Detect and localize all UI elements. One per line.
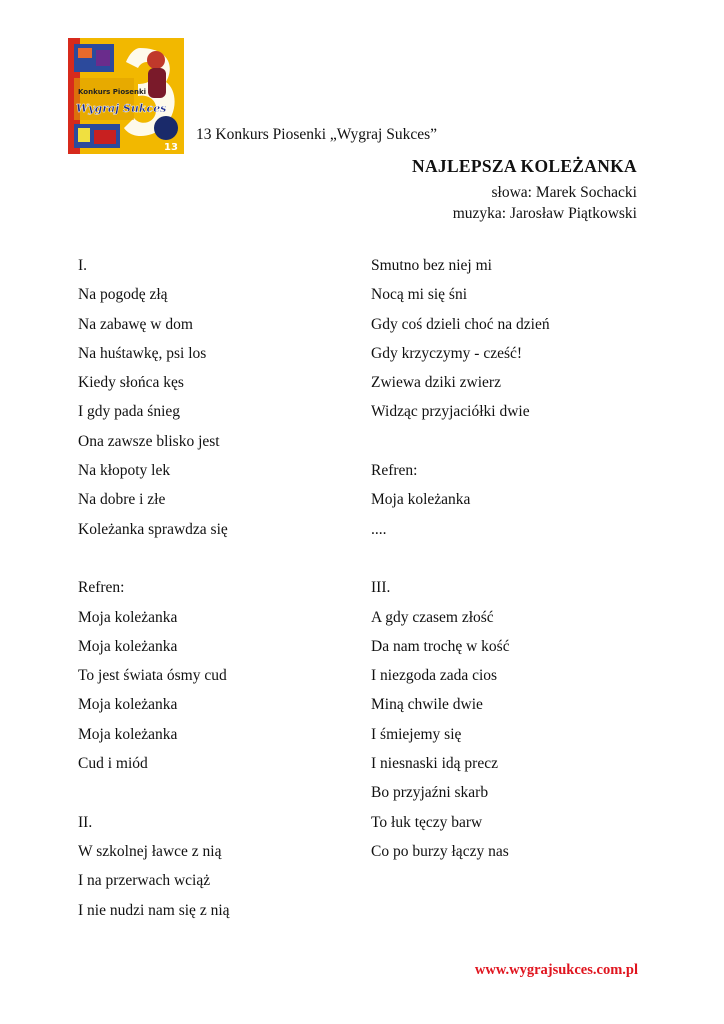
lyric-line: Cud i miód <box>78 755 148 773</box>
lyric-line: Na huśtawkę, psi los <box>78 344 207 362</box>
lyric-line <box>371 544 550 573</box>
lyric-line: Refren: <box>78 579 125 597</box>
lyric-line: I gdy pada śnieg <box>78 403 181 421</box>
lyrics-left-column <box>78 251 230 925</box>
lyric-line: Na pogodę złą <box>78 286 168 304</box>
lyric-line: Na dobre i złe <box>78 491 166 509</box>
lyric-line: Moja koleżanka <box>78 725 178 743</box>
logo-number-text: 13 <box>164 142 178 153</box>
song-title: NAJLEPSZA KOLEŻANKA <box>412 156 637 176</box>
lyric-line: Koleżanka sprawdza się <box>78 520 228 538</box>
lyric-line: Moja koleżanka <box>371 491 471 509</box>
lyric-line: III. <box>371 579 391 597</box>
lyric-line: Nocą mi się śni <box>371 286 467 304</box>
lyric-line: I nie nudzi nam się z nią <box>78 901 230 919</box>
lyric-line: Na zabawę w dom <box>78 315 193 333</box>
lyric-line: A gdy czasem złość <box>371 608 494 626</box>
lyric-line: To łuk tęczy barw <box>371 813 483 831</box>
lyric-line: Ona zawsze blisko jest <box>78 432 220 450</box>
lyric-line: Co po burzy łączy nas <box>371 842 509 860</box>
lyric-line: Moja koleżanka <box>78 608 178 626</box>
lyric-line: I niezgoda zada cios <box>371 667 498 685</box>
lyric-line: I na przerwach wciąż <box>78 872 211 890</box>
lyric-line: Moja koleżanka <box>78 637 178 655</box>
lyric-line: Smutno bez niej mi <box>371 257 492 274</box>
lyric-line: I śmiejemy się <box>371 725 462 743</box>
lyric-line: I niesnaski idą precz <box>371 755 498 773</box>
lyric-line: Kiedy słońca kęs <box>78 374 184 392</box>
lyric-line: W szkolnej ławce z nią <box>78 842 222 860</box>
lyric-line: Bo przyjaźni skarb <box>371 784 489 802</box>
music-author-credit: muzyka: Jarosław Piątkowski <box>452 205 637 222</box>
lyric-line: Gdy coś dzieli choć na dzień <box>371 315 550 333</box>
contest-logo-image <box>68 38 184 154</box>
lyric-line: Gdy krzyczymy - cześć! <box>371 344 523 362</box>
lyric-line <box>371 427 550 456</box>
lyric-line <box>78 778 230 807</box>
lyric-line: I. <box>78 257 88 274</box>
website-link[interactable]: www.wygrajsukces.com.pl <box>474 962 638 978</box>
contest-title: 13 Konkurs Piosenki „Wygraj Sukces” <box>196 126 437 143</box>
contest-logo <box>68 38 184 154</box>
lyric-line: Na kłopoty lek <box>78 462 171 480</box>
lyric-line: .... <box>371 520 387 538</box>
lyric-line <box>78 544 230 573</box>
lyric-line: Zwiewa dziki zwierz <box>371 374 501 392</box>
lyrics-right-column <box>371 251 550 866</box>
lyric-line: Widząc przyjaciółki dwie <box>371 403 530 421</box>
lyric-line: Miną chwile dwie <box>371 696 483 714</box>
lyric-line: Refren: <box>371 462 418 480</box>
lyric-line: Moja koleżanka <box>78 696 178 714</box>
logo-top-text: Konkurs Piosenki <box>78 88 147 96</box>
lyric-line: II. <box>78 813 93 831</box>
logo-main-text: Wygraj Sukces <box>76 102 167 115</box>
lyric-line: Da nam trochę w kość <box>371 637 510 655</box>
lyric-line: To jest świata ósmy cud <box>78 667 227 685</box>
lyrics-author-credit: słowa: Marek Sochacki <box>491 184 637 201</box>
